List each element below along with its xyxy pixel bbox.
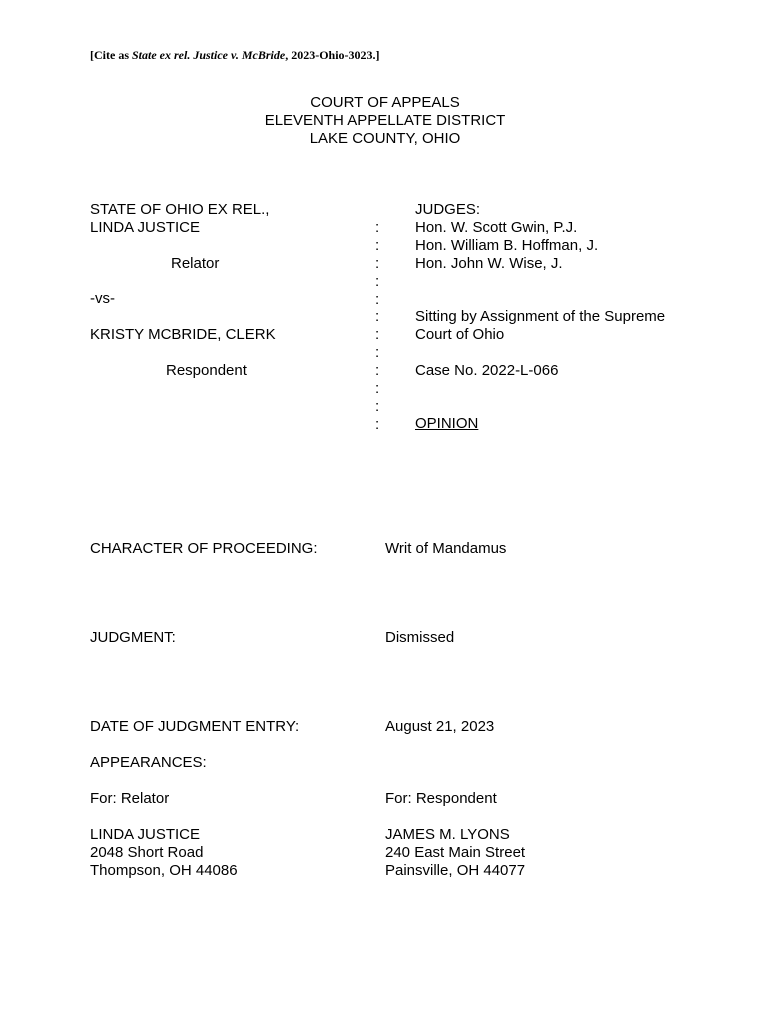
colon: :: [375, 415, 380, 433]
opinion-heading: OPINION: [415, 415, 479, 432]
citation-case-name: State ex rel. Justice v. McBride: [132, 48, 286, 62]
assignment-note-line1: Sitting by Assignment of the Supreme: [415, 308, 666, 325]
judges-heading: JUDGES:: [415, 201, 481, 218]
colon: :: [375, 219, 380, 236]
relator-name-line1: STATE OF OHIO EX REL.,: [90, 201, 270, 218]
relator-address-line2: Thompson, OH 44086: [90, 862, 238, 879]
respondent-role: Respondent: [166, 362, 247, 379]
court-name: COURT OF APPEALS: [310, 94, 460, 111]
relator-counsel-name: LINDA JUSTICE: [90, 826, 201, 843]
versus: -vs-: [90, 290, 115, 307]
court-heading: [0, 94, 770, 148]
caption-colon-column: [375, 219, 385, 434]
colon: :: [375, 254, 380, 272]
court-county: LAKE COUNTY, OHIO: [309, 130, 461, 147]
respondent-name: KRISTY MCBRIDE, CLERK: [90, 326, 276, 343]
proceeding-label: CHARACTER OF PROCEEDING:: [90, 540, 318, 557]
colon: :: [375, 290, 380, 308]
respondent-address-line1: 240 East Main Street: [385, 844, 526, 861]
judge-name: Hon. W. Scott Gwin, P.J.: [415, 219, 578, 236]
case-number: Case No. 2022-L-066: [415, 362, 559, 379]
assignment-note-line2: Court of Ohio: [415, 326, 505, 343]
colon: :: [375, 308, 380, 326]
judgment-label: JUDGMENT:: [90, 629, 176, 646]
colon: :: [375, 380, 380, 398]
colon: :: [375, 397, 380, 415]
respondent-address-line2: Painsville, OH 44077: [385, 862, 526, 879]
appearances-heading: APPEARANCES:: [90, 754, 207, 771]
colon: :: [375, 236, 380, 254]
relator-counsel-label: For: Relator: [90, 790, 170, 807]
colon: :: [375, 344, 380, 362]
colon: :: [375, 326, 380, 344]
relator-address-line1: 2048 Short Road: [90, 844, 204, 861]
colon: :: [375, 272, 380, 290]
judge-name: Hon. William B. Hoffman, J.: [415, 237, 599, 254]
judge-name: Hon. John W. Wise, J.: [415, 255, 563, 272]
respondent-counsel-label: For: Respondent: [385, 790, 497, 807]
judgment-date-label: DATE OF JUDGMENT ENTRY:: [90, 718, 300, 735]
relator-role: Relator: [171, 255, 220, 272]
relator-name-line2: LINDA JUSTICE: [90, 219, 201, 236]
judgment-date-value: August 21, 2023: [385, 718, 495, 735]
judgment-value: Dismissed: [385, 629, 455, 646]
citation: [90, 46, 380, 64]
colon: :: [375, 362, 380, 380]
citation-suffix: , 2023-Ohio-3023.]: [285, 48, 380, 62]
citation-prefix: [Cite as: [90, 48, 132, 62]
respondent-counsel-name: JAMES M. LYONS: [385, 826, 510, 843]
court-district: ELEVENTH APPELLATE DISTRICT: [264, 112, 506, 129]
proceeding-value: Writ of Mandamus: [385, 540, 507, 557]
